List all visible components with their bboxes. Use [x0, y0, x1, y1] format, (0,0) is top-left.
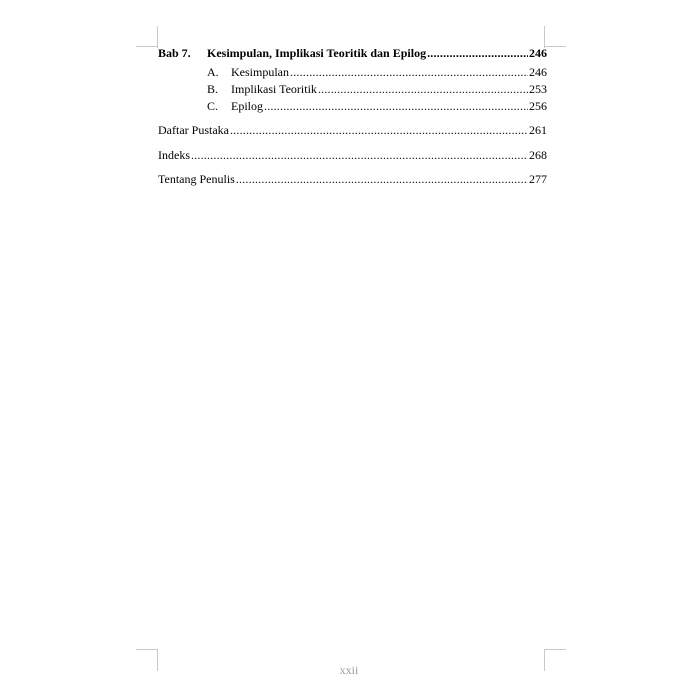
crop-mark-bottom-left-horizontal — [136, 649, 158, 650]
toc-entry-daftar-pustaka — [158, 123, 547, 137]
entry-page: 277 — [529, 172, 547, 186]
section-page: 256 — [529, 99, 547, 113]
section-title: Epilog — [231, 99, 263, 113]
toc-section-entry — [231, 99, 547, 113]
entry-title: Tentang Penulis — [158, 172, 235, 186]
crop-mark-bottom-right-horizontal — [544, 649, 566, 650]
toc-entry-indeks — [158, 148, 547, 162]
crop-mark-top-right-vertical — [544, 26, 545, 48]
section-letter: C. — [207, 99, 219, 113]
crop-mark-top-left-vertical — [157, 26, 158, 48]
chapter-number: Bab 7. — [158, 46, 191, 60]
crop-mark-top-left-horizontal — [136, 46, 158, 47]
toc-chapter-entry — [207, 46, 547, 60]
dot-leader — [236, 172, 528, 186]
toc-section-entry — [231, 82, 547, 96]
section-title: Kesimpulan — [231, 65, 289, 79]
entry-page: 268 — [529, 148, 547, 162]
section-page: 246 — [529, 65, 547, 79]
entry-title: Daftar Pustaka — [158, 123, 229, 137]
chapter-page: 246 — [529, 46, 547, 60]
section-page: 253 — [529, 82, 547, 96]
entry-page: 261 — [529, 123, 547, 137]
page-number: xxii — [339, 663, 359, 677]
dot-leader — [191, 148, 528, 162]
section-letter: B. — [207, 82, 219, 96]
crop-mark-top-right-horizontal — [544, 46, 566, 47]
dot-leader — [264, 99, 528, 113]
dot-leader — [318, 82, 528, 96]
dot-leader — [290, 65, 528, 79]
entry-title: Indeks — [158, 148, 190, 162]
section-letter: A. — [207, 65, 219, 79]
toc-section-entry — [231, 65, 547, 79]
toc-entry-tentang-penulis — [158, 172, 547, 186]
section-title: Implikasi Teoritik — [231, 82, 317, 96]
dot-leader — [230, 123, 528, 137]
chapter-title: Kesimpulan, Implikasi Teoritik dan Epilog — [207, 46, 427, 60]
dot-leader — [427, 46, 528, 60]
